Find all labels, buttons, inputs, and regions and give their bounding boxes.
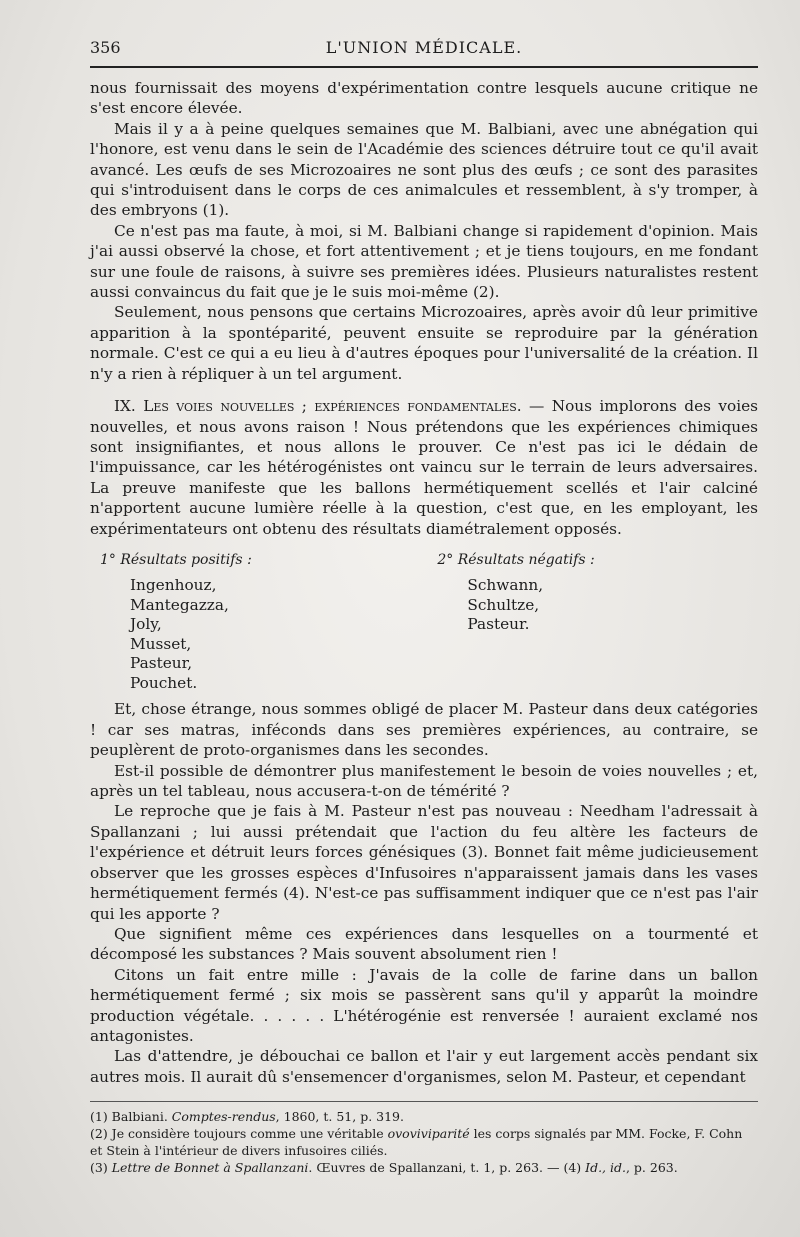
- paragraph: Est-il possible de démontrer plus manifestement le besoin de voies nouvelles ; et, après un tel tableau, nous accusera-t-on de témérité ?: [90, 761, 758, 801]
- list-item: Pouchet.: [130, 673, 198, 692]
- footnote-text: (2) Je considère toujours comme une véritable: [90, 1126, 388, 1142]
- section-number: IX.: [114, 397, 136, 416]
- positive-results-list: [100, 576, 421, 693]
- footnote-source: Comptes-rendus: [171, 1109, 276, 1125]
- footnote-text: (3): [90, 1160, 112, 1176]
- running-title: L'UNION MÉDICALE.: [325, 38, 523, 57]
- paragraph: Que signifient même ces expériences dans lesquelles on a tourmenté et décomposé les substances ? Mais souvent absolument rien !: [90, 924, 758, 964]
- footnote-ibid: Id., id.: [585, 1160, 626, 1176]
- footnotes: [90, 1101, 758, 1176]
- list-item: Pasteur.: [467, 615, 530, 634]
- footnote-2: [90, 1125, 758, 1159]
- footnote-text: , 1860, t. 51, p. 319.: [275, 1109, 404, 1125]
- footnote-text: les corps signalés par MM. Focke, F. Cohn et Stein à l'intérieur de divers infusoires ciliés.: [90, 1126, 743, 1159]
- paragraph: Seulement, nous pensons que certains Microzoaires, après avoir dû leur primitive apparition à la spontéparité, peuvent ensuite se reproduire par la génération normale. C'est ce qui a eu lieu à d'autres époques pour l'universalité de la création. Il n'y a rien à répliquer à un tel argument.: [90, 303, 758, 383]
- section-text: — Nous implorons des voies nouvelles, et nous avons raison ! Nous prétendons que les expériences chimiques sont insignifiantes, et nous allons le prouver. Ce n'est pas ici le dédain de l'impuissance, car les hétérogénistes ont vaincu sur le terrain de leurs adversaires. La preuve manifeste que les ballons hermétiquement scellés et l'air calciné n'apportent aucune lumière réelle à la question, c'est que, en les employant, les expérimentateurs ont obtenu des résultats diamétralement opposés.: [90, 397, 758, 538]
- paragraph: Las d'attendre, je débouchai ce ballon et l'air y eut largement accès pendant six autres mois. Il aurait dû s'ensemencer d'organismes, selon M. Pasteur, et cependant: [90, 1047, 758, 1086]
- footnote-source: Lettre de Bonnet à Spallanzani: [111, 1160, 309, 1176]
- section-paragraph: [90, 396, 758, 539]
- footnote-term: ovoviviparité: [387, 1126, 470, 1142]
- paragraph: Ce n'est pas ma faute, à moi, si M. Balbiani change si rapidement d'opinion. Mais j'ai aussi observé la chose, et fort attentivement ; et je tiens toujours, en me fondant sur une foule de raisons, à suivre ses premières idées. Plusieurs naturalistes restent aussi convaincus du fait que je le suis moi-même (2).: [90, 221, 758, 302]
- positive-results-heading: 1° Résultats positifs :: [100, 551, 252, 568]
- paragraph: Mais il y a à peine quelques semaines que M. Balbiani, avec une abnégation qui l'honore, est venu dans le sein de l'Académie des sciences détruire tout ce qu'il avait avancé. Les œufs de ses Microzoaires ne sont plus des œufs ; ce sont des parasites qui s'introduisent dans le corps de ces animalcules et ressemblent, à s'y tromper, à des embryons (1).: [90, 119, 758, 220]
- footnote-text: , p. 263.: [625, 1160, 678, 1176]
- negative-results-column: [437, 551, 758, 694]
- page-number: 356: [90, 38, 121, 57]
- list-item: Joly,: [130, 615, 162, 634]
- section-title: Les voies nouvelles ; expériences fondamentales.: [143, 397, 522, 416]
- paragraph: Le reproche que je fais à M. Pasteur n'est pas nouveau : Needham l'adressait à Spallanzani ; lui aussi prétendait que l'action du feu altère les facteurs de l'expérience et détruit leurs forces génésiques (3). Bonnet fait même judicieusement observer que les grosses espèces d'Infusoires n'apparaissent jamais dans les vases hermétiquement fermés (4). N'est-ce pas suffisamment indiquer que ce n'est pas l'air qui les apporte ?: [90, 802, 758, 923]
- positive-results-column: [90, 551, 421, 694]
- results-table: [90, 551, 758, 694]
- list-item: Mantegazza,: [130, 595, 229, 614]
- negative-results-list: [437, 576, 758, 635]
- paragraph: nous fournissait des moyens d'expérimentation contre lesquels aucune critique ne s'est encore élevée.: [90, 79, 758, 118]
- running-header: [90, 36, 758, 62]
- list-item: Ingenhouz,: [130, 576, 217, 595]
- list-item: Pasteur,: [130, 654, 193, 673]
- list-item: Schwann,: [467, 576, 544, 595]
- footnote-text: (1) Balbiani.: [90, 1109, 172, 1125]
- header-rule: [90, 66, 758, 68]
- negative-results-heading: 2° Résultats négatifs :: [437, 551, 595, 568]
- section-gap: [90, 384, 758, 396]
- footnote-1: [90, 1108, 758, 1125]
- list-item: Schultze,: [467, 595, 540, 614]
- list-item: Musset,: [130, 634, 192, 653]
- paragraph: Citons un fait entre mille : J'avais de la colle de farine dans un ballon hermétiquement fermé ; six mois se passèrent sans qu'il y apparût la moindre production végétale. . . . . . L'hétérogénie est renversée ! auraient exclamé nos antagonistes.: [90, 965, 758, 1045]
- footnote-3: [90, 1159, 758, 1176]
- footnote-text: . Œuvres de Spallanzani, t. 1, p. 263. — (4): [308, 1160, 586, 1176]
- paragraph: Et, chose étrange, nous sommes obligé de placer M. Pasteur dans deux catégories ! car ses matras, inféconds dans ses premières expériences, au contraire, se peuplèrent de proto-organismes dans les secondes.: [90, 700, 758, 760]
